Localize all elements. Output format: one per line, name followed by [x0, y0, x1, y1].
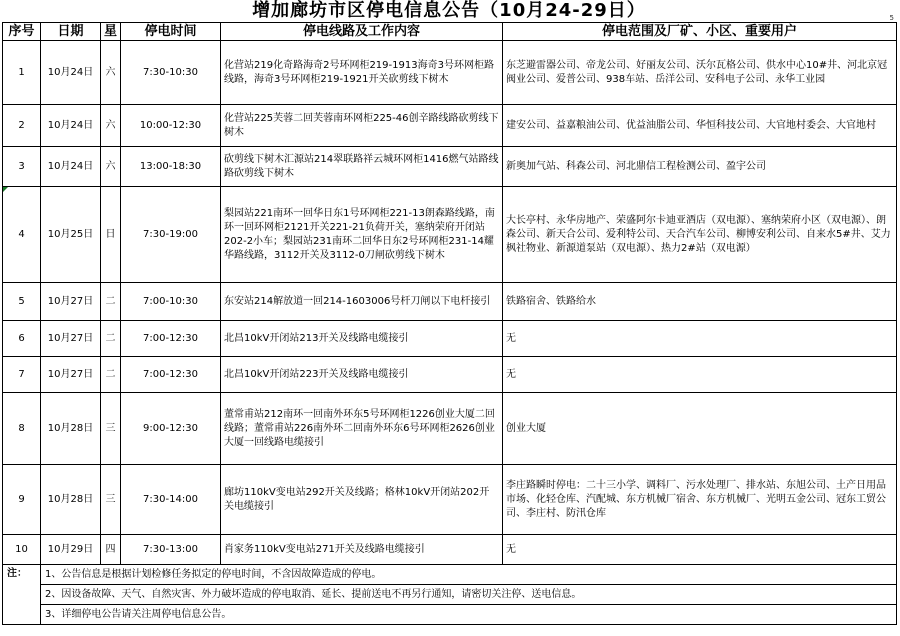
row-no: 4: [3, 187, 41, 283]
row-no: 1: [3, 41, 41, 105]
row-date: 10月28日: [41, 465, 101, 535]
row-time: 7:30-14:00: [121, 465, 221, 535]
note-row: [3, 585, 897, 605]
row-work: 梨园站221南环一回华日东1号环网柜221-13朗森路线路，南环一回环网柜2121开关221-21负荷开关，塞纳荣府开闭站202-2小车；梨园站231南环二回华日东2号环网柜231-14耀华路线路，3112开关及3112-0刀闸砍剪线下树木: [221, 187, 503, 283]
row-weekday: 六: [101, 105, 121, 147]
row-no: 10: [3, 535, 41, 565]
row-weekday: 日: [101, 187, 121, 283]
row-no: 5: [3, 283, 41, 321]
row-date: 10月27日: [41, 283, 101, 321]
row-time: 7:30-19:00: [121, 187, 221, 283]
notice-sheet: [2, 0, 896, 625]
row-scope: 东芝避雷器公司、帝龙公司、好丽友公司、沃尔瓦格公司、供水中心10#井、河北京冠阀业公司、爱普公司、938车站、岳洋公司、安科电子公司、永华工业园: [503, 41, 897, 105]
header-time: 停电时间: [121, 23, 221, 41]
header-weekday: 星: [101, 23, 121, 41]
row-work: 北昌10kV开闭站213开关及线路电缆接引: [221, 321, 503, 357]
page-title: 增加廊坊市区停电信息公告（10月24-29日）: [252, 0, 646, 21]
row-no: 3: [3, 147, 41, 187]
row-work: 廊坊110kV变电站292开关及线路；格林10kV开闭站202开关电缆接引: [221, 465, 503, 535]
note-item: 2、因设备故障、天气、自然灾害、外力破坏造成的停电取消、延长、提前送电不再另行通知，请密切关注停、送电信息。: [41, 585, 897, 605]
table-row: [3, 283, 897, 321]
row-work: 化营站225芙蓉二回芙蓉南环网柜225-46创辛路线路砍剪线下树木: [221, 105, 503, 147]
row-time: 10:00-12:30: [121, 105, 221, 147]
row-date: 10月29日: [41, 535, 101, 565]
row-no: 2: [3, 105, 41, 147]
table-row: [3, 465, 897, 535]
row-weekday: 三: [101, 393, 121, 465]
row-scope: 大长亭村、永华房地产、荣盛阿尔卡迪亚酒店（双电源）、塞纳荣府小区（双电源）、朗森公司、新天合公司、爱利特公司、天合汽车公司、柳博安利公司、自来水5#井、艾力枫社物业、新源道泵站（双电源）、热力2#站（双电源）: [503, 187, 897, 283]
row-no: 8: [3, 393, 41, 465]
row-time: 7:00-12:30: [121, 321, 221, 357]
note-row: [3, 605, 897, 625]
header-work: 停电线路及工作内容: [221, 23, 503, 41]
row-weekday: 六: [101, 41, 121, 105]
notes-label: 注：: [3, 565, 41, 625]
row-work: 肖家务110kV变电站271开关及线路电缆接引: [221, 535, 503, 565]
row-date: 10月24日: [41, 105, 101, 147]
row-work: 董常甫站212南环一回南外环东5号环网柜1226创业大厦二回线路；董常甫站226南外环二回南外环东6号环网柜2626创业大厦一回线路电缆接引: [221, 393, 503, 465]
note-row: [3, 565, 897, 585]
row-time: 7:30-10:30: [121, 41, 221, 105]
row-date: 10月25日: [41, 187, 101, 283]
note-item: 3、详细停电公告请关注周停电信息公告。: [41, 605, 897, 625]
row-scope: 李庄路瞬时停电：二十三小学、调料厂、污水处理厂、排水站、东旭公司、土产日用品市场、化轻仓库、汽配城、东方机械厂宿舍、东方机械厂、光明五金公司、冠东工贸公司、李庄村、防汛仓库: [503, 465, 897, 535]
row-date: 10月27日: [41, 321, 101, 357]
row-work: 砍剪线下树木汇源站214翠联路祥云城环网柜1416燃气站路线路砍剪线下树木: [221, 147, 503, 187]
table-row: [3, 357, 897, 393]
row-date: 10月24日: [41, 41, 101, 105]
row-no: 6: [3, 321, 41, 357]
row-scope: 建安公司、益嘉粮油公司、优益油脂公司、华恒科技公司、大官地村委会、大官地村: [503, 105, 897, 147]
row-date: 10月27日: [41, 357, 101, 393]
table-row: [3, 393, 897, 465]
row-weekday: 三: [101, 465, 121, 535]
table-row: [3, 321, 897, 357]
table-row: [3, 187, 897, 283]
header-date: 日期: [41, 23, 101, 41]
row-scope: 无: [503, 535, 897, 565]
table-row: [3, 147, 897, 187]
row-time: 13:00-18:30: [121, 147, 221, 187]
row-scope: 无: [503, 357, 897, 393]
row-weekday: 二: [101, 321, 121, 357]
row-weekday: 二: [101, 283, 121, 321]
row-time: 7:00-12:30: [121, 357, 221, 393]
row-weekday: 二: [101, 357, 121, 393]
row-scope: 新奥加气站、科森公司、河北鼎信工程检测公司、盈宇公司: [503, 147, 897, 187]
row-date: 10月24日: [41, 147, 101, 187]
row-no: 7: [3, 357, 41, 393]
row-scope: 无: [503, 321, 897, 357]
row-date: 10月28日: [41, 393, 101, 465]
row-time: 7:30-13:00: [121, 535, 221, 565]
row-scope: 创业大厦: [503, 393, 897, 465]
row-work: 北昌10kV开闭站223开关及线路电缆接引: [221, 357, 503, 393]
row-work: 化营站219化奇路海奇2号环网柜219-1913海奇3号环网柜路线路，海奇3号环网柜219-1921开关砍剪线下树木: [221, 41, 503, 105]
row-no: 9: [3, 465, 41, 535]
outage-table: [2, 22, 897, 625]
corner-mark: 5: [889, 14, 894, 22]
table-row: [3, 105, 897, 147]
table-row: [3, 41, 897, 105]
header-scope: 停电范围及厂矿、小区、重要用户: [503, 23, 897, 41]
table-header-row: [3, 23, 897, 41]
row-work: 东安站214解放道一回214-1603006号杆刀闸以下电杆接引: [221, 283, 503, 321]
row-scope: 铁路宿舍、铁路给水: [503, 283, 897, 321]
row-time: 7:00-10:30: [121, 283, 221, 321]
row-weekday: 六: [101, 147, 121, 187]
header-no: 序号: [3, 23, 41, 41]
note-item: 1、公告信息是根据计划检修任务拟定的停电时间，不含因故障造成的停电。: [41, 565, 897, 585]
row-time: 9:00-12:30: [121, 393, 221, 465]
row-weekday: 四: [101, 535, 121, 565]
table-row: [3, 535, 897, 565]
